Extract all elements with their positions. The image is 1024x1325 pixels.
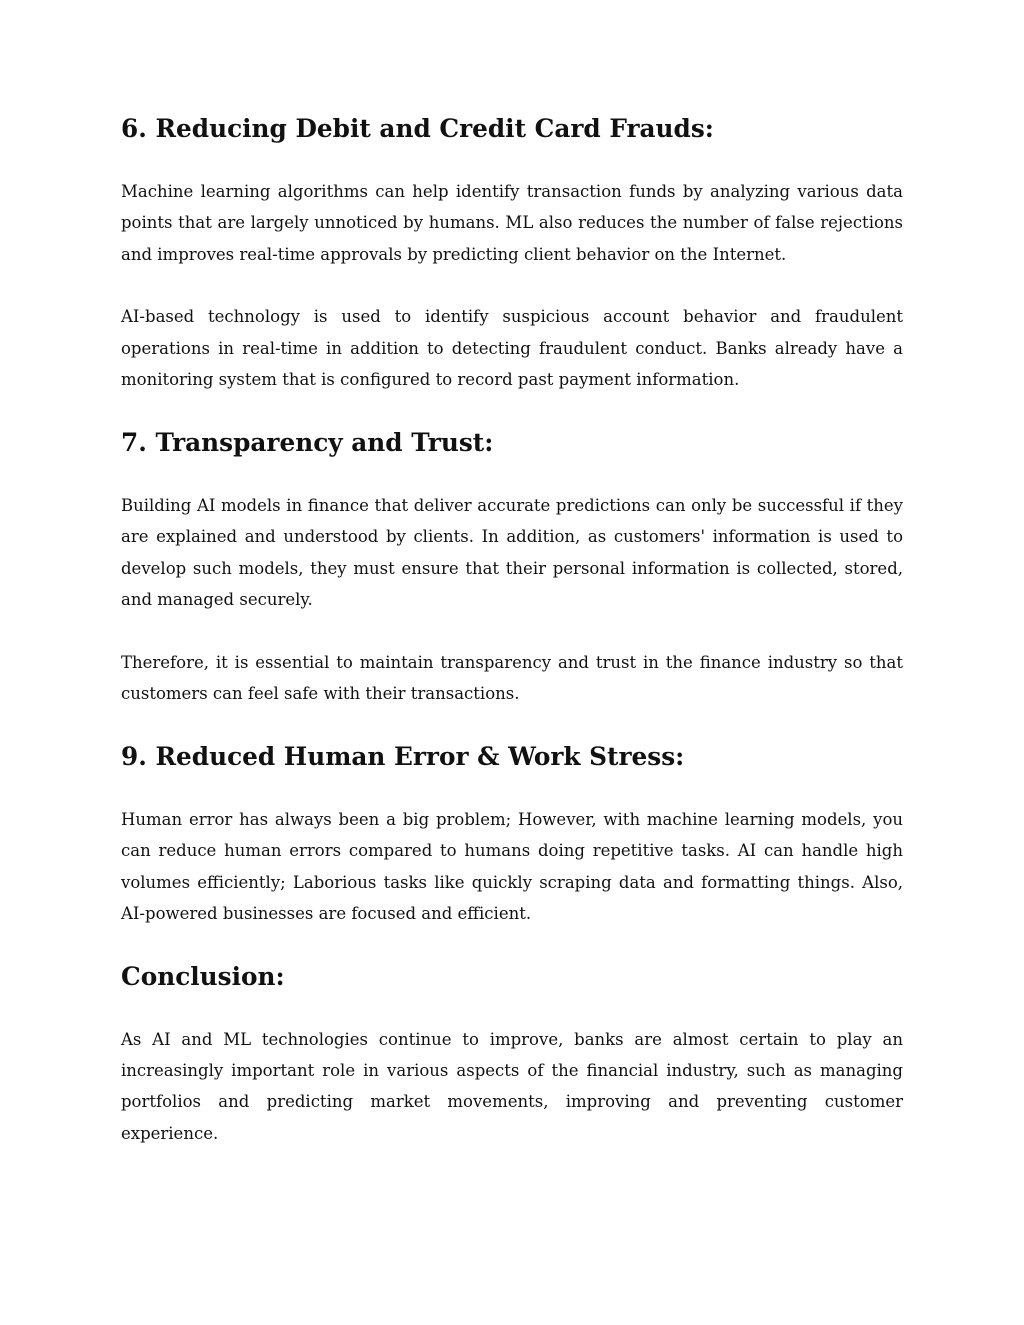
paragraph: As AI and ML technologies continue to improve, banks are almost certain to play an increasingly important role in various aspects of the financial industry, such as managing portfolios and predicting market movements, improving and preventing customer experience. [121,1029,903,1143]
paragraph: AI-based technology is used to identify suspicious account behavior and fraudulent operations in real-time in addition to detecting fraudulent conduct. Banks already have a monitoring system that is configured to record past payment information. [121,307,903,390]
section-transparency-trust [121,427,903,710]
paragraph: Therefore, it is essential to maintain transparency and trust in the finance industry so that customers can feel safe with their transactions. [121,652,903,704]
section-card-frauds [121,113,903,396]
section-human-error [121,741,903,929]
section-heading: 9. Reduced Human Error & Work Stress: [121,742,685,772]
section-heading: 7. Transparency and Trust: [121,428,494,458]
section-heading: Conclusion: [121,961,285,991]
paragraph: Machine learning algorithms can help identify transaction funds by analyzing various data points that are largely unnoticed by humans. ML also reduces the number of false rejections and improves real-time approvals by predicting client behavior on the Internet. [121,181,903,264]
paragraph: Building AI models in finance that deliver accurate predictions can only be successful if they are explained and understood by clients. In addition, as customers' information is used to develop such models, they must ensure that their personal information is collected, stored, and managed securely. [121,495,903,610]
document-body [121,113,903,1181]
section-heading: 6. Reducing Debit and Credit Card Frauds: [121,114,714,143]
section-conclusion [121,961,903,1149]
paragraph: Human error has always been a big problem; However, with machine learning models, you can reduce human errors compared to humans doing repetitive tasks. AI can handle high volumes efficiently; Laborious tasks like quickly scraping data and formatting things. Also, AI-powered businesses are focused and efficient. [121,809,903,924]
